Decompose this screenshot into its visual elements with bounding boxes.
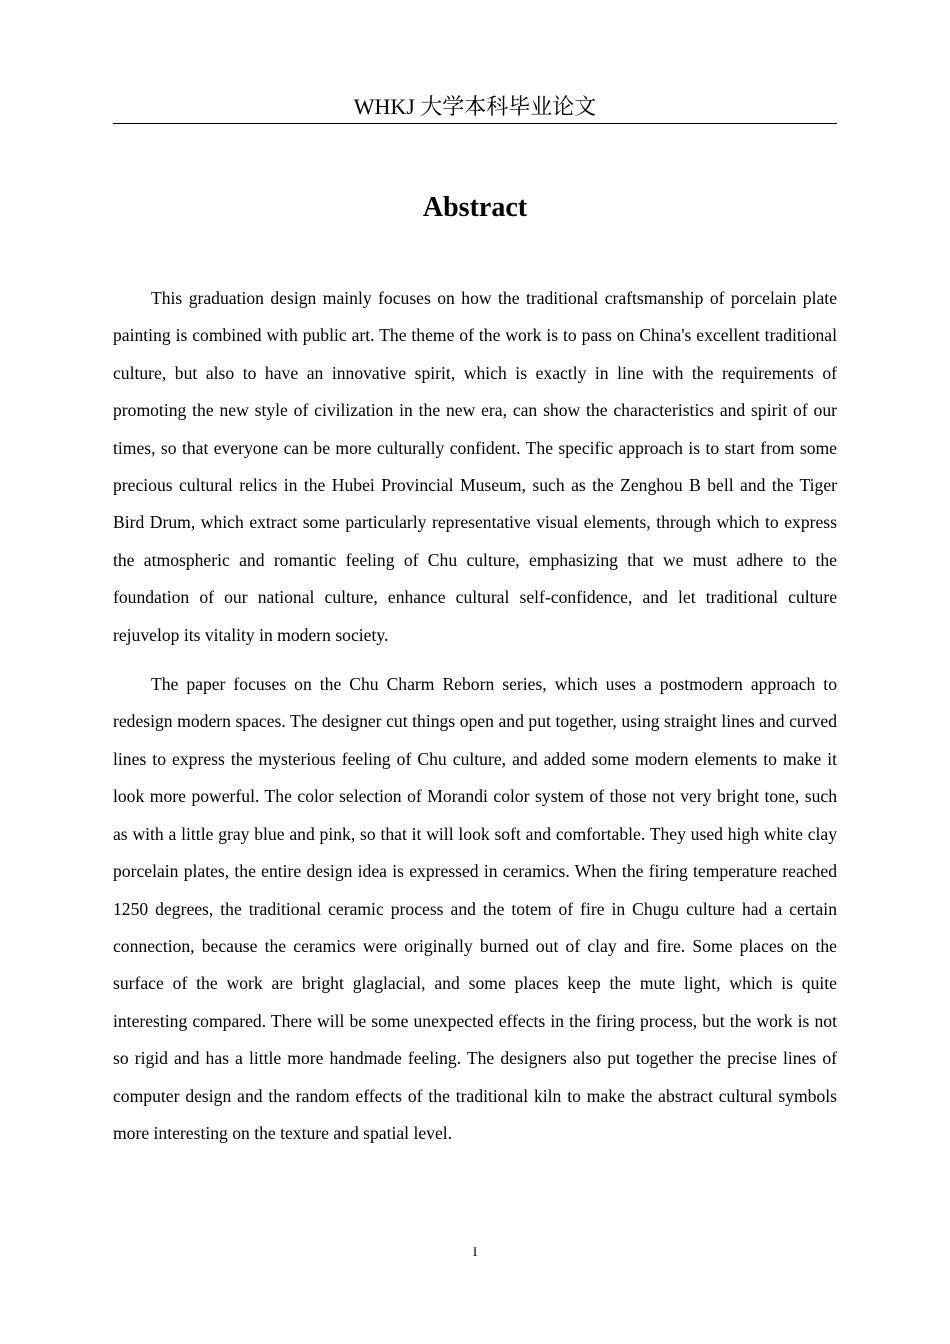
header-rule [113,123,837,124]
abstract-body [113,280,837,1164]
abstract-paragraph-1: This graduation design mainly focuses on how the traditional craftsmanship of porcelain plate painting is combined with public art. The theme of the work is to pass on China's excellent traditional culture, but also to have an innovative spirit, which is exactly in line with the requirements of promoting the new style of civilization in the new era, can show the characteristics and spirit of our times, so that everyone can be more culturally confident. The specific approach is to start from some precious cultural relics in the Hubei Provincial Museum, such as the Zenghou B bell and the Tiger Bird Drum, which extract some particularly representative visual elements, through which to express the atmospheric and romantic feeling of Chu culture, emphasizing that we must adhere to the foundation of our national culture, enhance cultural self-confidence, and let traditional culture rejuvelop its vitality in modern society. [113,288,837,645]
abstract-title: Abstract [422,192,528,223]
page-number: I [472,1244,478,1259]
abstract-paragraph-2: The paper focuses on the Chu Charm Reborn series, which uses a postmodern approach to redesign modern spaces. The designer cut things open and put together, using straight lines and curved lines to express the mysterious feeling of Chu culture, and added some modern elements to make it look more powerful. The color selection of Morandi color system of those not very bright tone, such as with a little gray blue and pink, so that it will look soft and comfortable. They used high white clay porcelain plates, the entire design idea is expressed in ceramics. When the firing temperature reached 1250 degrees, the traditional ceramic process and the totem of fire in Chugu culture had a certain connection, because the ceramics were originally burned out of clay and fire. Some places on the surface of the work are bright glaglacial, and some places keep the mute light, which is quite interesting compared. There will be some unexpected effects in the firing process, but the work is not so rigid and has a little more handmade feeling. The designers also put together the precise lines of computer design and the random effects of the traditional kiln to make the abstract cultural symbols more interesting on the texture and spatial level. [113,674,837,1143]
page-header: WHKJ 大学本科毕业论文 [353,94,597,119]
